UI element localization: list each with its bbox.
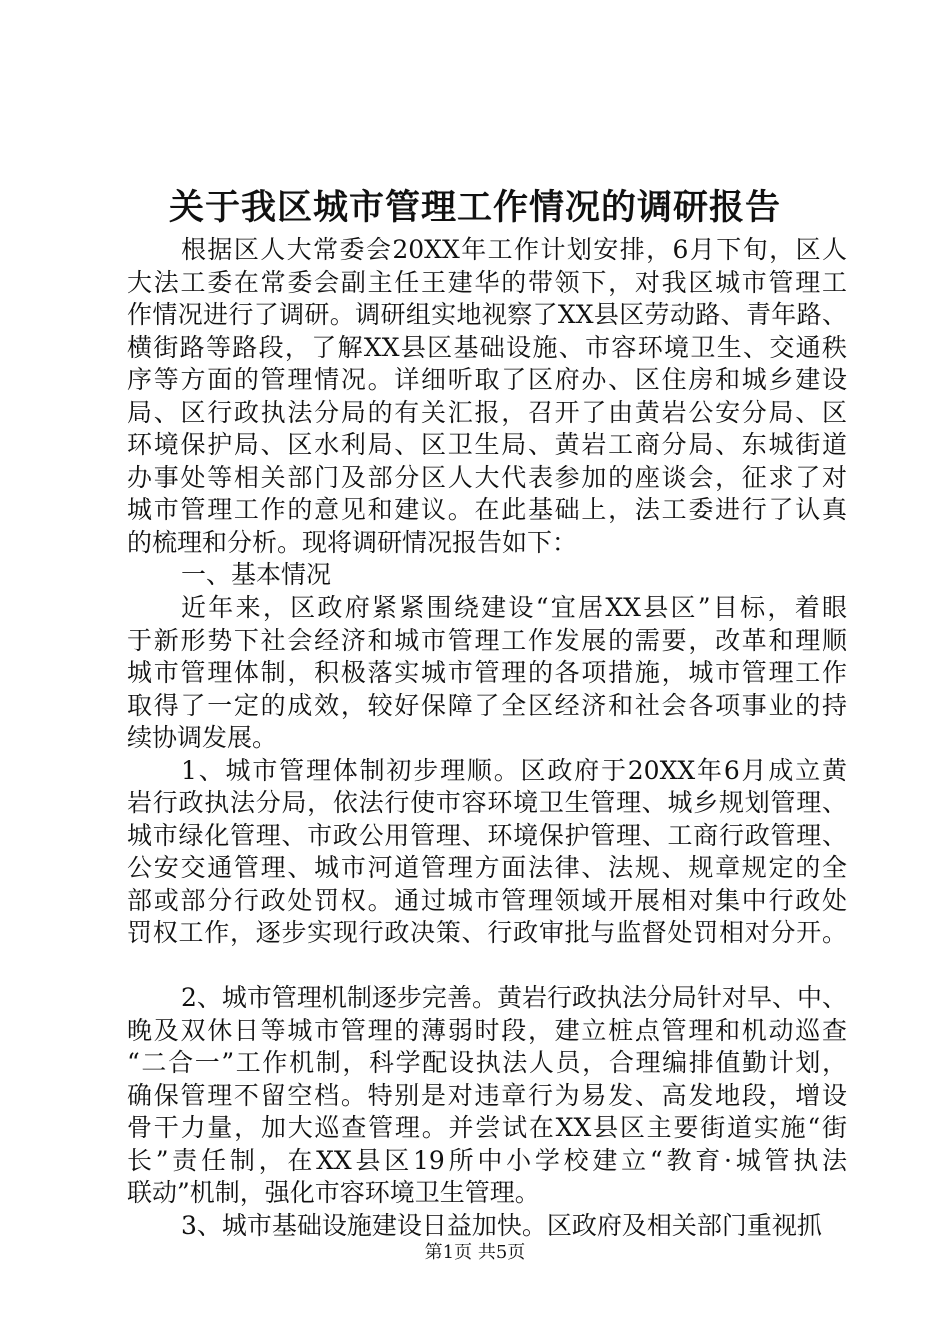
text-line: 城市管理工作的意见和建议。在此基础上，法工委进行了认真 [127,495,847,525]
text-line: 城市管理体制，积极落实城市管理的各项措施，城市管理工作 [127,658,847,688]
paragraph-intro [127,234,847,559]
text-line: 于新形势下社会经济和城市管理工作发展的需要，改革和理顺 [127,625,847,655]
paragraph-item-1 [127,755,847,950]
paragraph-item-3 [127,1210,847,1243]
paragraph-item-2 [127,982,847,1210]
text-line: 作情况进行了调研。调研组实地视察了XX县区劳动路、青年路、 [127,300,847,330]
document-body [127,234,847,1242]
text-line: 长”责任制，在XX县区19所中小学校建立“教育·城管执法 [127,1145,847,1175]
text-line: 1、城市管理体制初步理顺。区政府于20XX年6月成立黄 [181,755,847,785]
text-line: 确保管理不留空档。特别是对违章行为易发、高发地段，增设 [127,1080,847,1110]
text-line: 续协调发展。 [127,723,278,753]
text-line: 3、城市基础设施建设日益加快。区政府及相关部门重视抓 [181,1210,822,1240]
text-line: 城市绿化管理、市政公用管理、环境保护管理、工商行政管理、 [127,820,847,850]
text-line: 办事处等相关部门及部分区人大代表参加的座谈会，征求了对 [127,462,847,492]
page-number-footer: 第1页 共5页 [424,1242,526,1263]
text-line: 2、城市管理机制逐步完善。黄岩行政执法分局针对早、中、 [181,983,847,1013]
text-line: 大法工委在常委会副主任王建华的带领下，对我区城市管理工 [127,267,847,297]
section-heading: 一、基本情况 [181,560,332,590]
text-line: 近年来，区政府紧紧围绕建设“宜居XX县区”目标，着眼 [181,593,847,623]
text-line: 骨干力量，加大巡查管理。并尝试在XX县区主要街道实施“街 [127,1113,847,1143]
text-line: 横街路等路段，了解XX县区基础设施、市容环境卫生、交通秩 [127,332,847,362]
text-line: 局、区行政执法分局的有关汇报，召开了由黄岩公安分局、区 [127,397,847,427]
text-line: “二合一”工作机制，科学配设执法人员，合理编排值勤计划， [127,1048,847,1078]
paragraph-gap [127,950,847,982]
text-line: 罚权工作，逐步实现行政决策、行政审批与监督处罚相对分开。 [127,918,847,948]
text-line: 取得了一定的成效，较好保障了全区经济和社会各项事业的持 [127,690,847,720]
text-line: 部或部分行政处罚权。通过城市管理领域开展相对集中行政处 [127,885,847,915]
text-line: 根据区人大常委会20XX年工作计划安排，6月下旬，区人 [181,235,847,264]
paragraph-overview [127,592,847,755]
text-line: 序等方面的管理情况。详细听取了区府办、区住房和城乡建设 [127,365,847,395]
text-line: 公安交通管理、城市河道管理方面法律、法规、规章规定的全 [127,853,847,883]
text-line: 联动”机制，强化市容环境卫生管理。 [127,1178,540,1208]
text-line: 环境保护局、区水利局、区卫生局、黄岩工商分局、东城街道 [127,430,847,460]
page-title: 关于我区城市管理工作情况的调研报告 [168,187,781,228]
text-line: 晚及双休日等城市管理的薄弱时段，建立桩点管理和机动巡查 [127,1015,847,1045]
text-line: 岩行政执法分局，依法行使市容环境卫生管理、城乡规划管理、 [127,788,847,818]
text-line: 的梳理和分析。现将调研情况报告如下： [127,527,578,557]
